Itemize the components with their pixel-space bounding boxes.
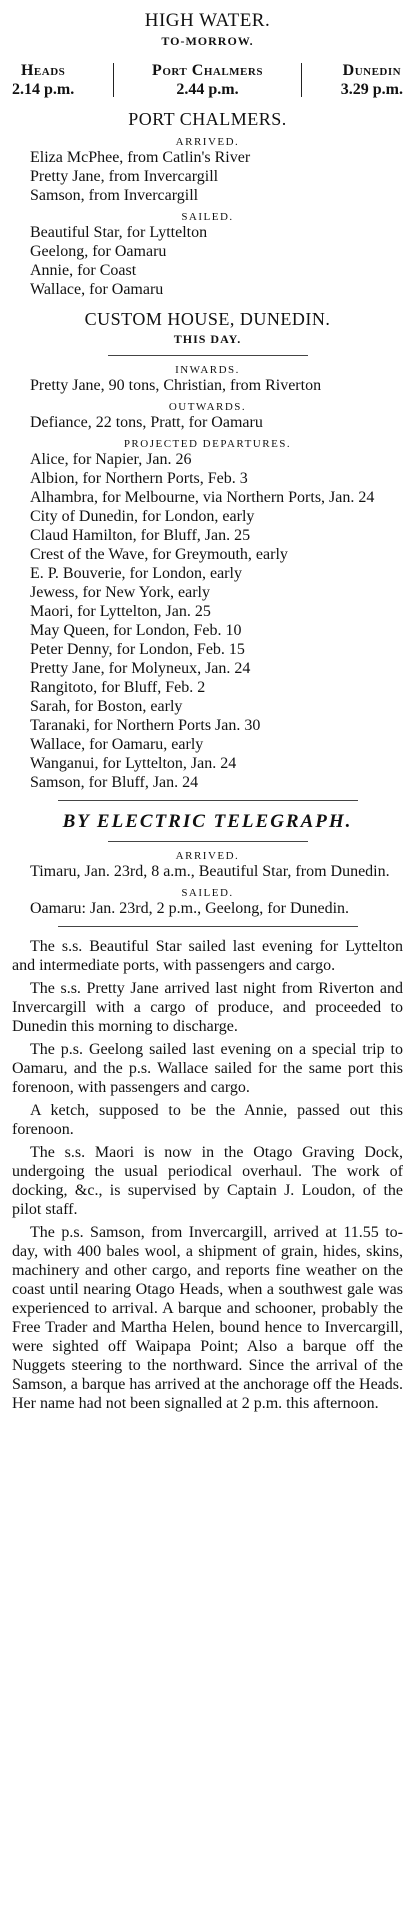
list-item: Pretty Jane, for Molyneux, Jan. 24 — [30, 660, 251, 677]
sailed-heading: SAILED. — [181, 211, 234, 223]
tide-time: 2.14 p.m. — [12, 81, 75, 98]
divider — [58, 800, 358, 801]
tide-cell-dunedin — [341, 61, 403, 99]
divider — [108, 355, 308, 356]
news-paragraph: The s.s. Pretty Jane arrived last night from Riverton and Invercargill with a cargo of produce, and proceeded to Dunedin this morning to discharge. — [12, 980, 403, 1035]
news-paragraph: A ketch, supposed to be the Annie, passed out this forenoon. — [12, 1102, 403, 1138]
list-item: Jewess, for New York, early — [30, 584, 210, 601]
list-item: Alhambra, for Melbourne, via Northern Ports, Jan. 24 — [30, 489, 375, 506]
list-item: Peter Denny, for London, Feb. 15 — [30, 641, 245, 658]
tide-time: 2.44 p.m. — [176, 81, 239, 98]
tide-place: Heads — [20, 62, 66, 79]
telegraph-arrived-entry: Timaru, Jan. 23rd, 8 a.m., Beautiful Star, from Dunedin. — [30, 863, 390, 880]
list-item: Maori, for Lyttelton, Jan. 25 — [30, 603, 211, 620]
news-paragraph: The p.s. Samson, from Invercargill, arrived at 11.55 to-day, with 400 bales wool, a shipment of grain, hides, skins, machinery and other cargo, and reports fine weather on the coast until nearing Otago Heads, when a southwest gale was experienced to arrival. A barque and schooner, probably the Free Trader and Martha Helen, bound hence to Invercargill, were sighted off Waipapa Point; Also a barque off the Nuggets steering to the northward. Since the arrival of the Samson, a barque has arrived at the anchorage off the Heads. Her name had not been signalled at 2 p.m. this afternoon. — [12, 1224, 403, 1412]
list-item: Beautiful Star, for Lyttelton — [30, 224, 208, 241]
list-item: E. P. Bouverie, for London, early — [30, 565, 242, 582]
custom-house-title: CUSTOM HOUSE, DUNEDIN. — [84, 309, 331, 329]
list-item: Crest of the Wave, for Greymouth, early — [30, 546, 288, 563]
list-item: Wanganui, for Lyttelton, Jan. 24 — [30, 755, 237, 772]
list-item: Alice, for Napier, Jan. 26 — [30, 451, 192, 468]
tide-divider — [301, 63, 302, 97]
telegraph-sailed-heading: SAILED. — [181, 887, 234, 899]
divider — [108, 841, 308, 842]
list-item: Rangitoto, for Bluff, Feb. 2 — [30, 679, 206, 696]
tide-place: Port Chalmers — [152, 62, 263, 79]
tide-table — [12, 61, 403, 99]
list-item: Albion, for Northern Ports, Feb. 3 — [30, 470, 248, 487]
custom-house-subtitle: THIS DAY. — [173, 332, 242, 346]
arrived-heading: ARRIVED. — [175, 136, 240, 148]
list-item: Samson, for Bluff, Jan. 24 — [30, 774, 199, 791]
high-water-subtitle: TO-MORROW. — [161, 34, 254, 48]
tide-place: Dunedin — [342, 62, 402, 79]
telegraph-title: BY ELECTRIC TELEGRAPH. — [62, 811, 353, 832]
tide-divider — [113, 63, 114, 97]
list-item: Claud Hamilton, for Bluff, Jan. 25 — [30, 527, 251, 544]
list-item: Wallace, for Oamaru — [30, 281, 164, 298]
port-chalmers-title: PORT CHALMERS. — [128, 109, 287, 129]
tide-cell-heads — [12, 61, 74, 99]
list-item: Annie, for Coast — [30, 262, 137, 279]
list-item: Samson, from Invercargill — [30, 187, 199, 204]
outwards-entry: Defiance, 22 tons, Pratt, for Oamaru — [30, 414, 263, 431]
list-item: Wallace, for Oamaru, early — [30, 736, 204, 753]
high-water-title: HIGH WATER. — [144, 10, 271, 31]
outwards-heading: OUTWARDS. — [168, 401, 247, 413]
list-item: Eliza McPhee, from Catlin's River — [30, 149, 251, 166]
news-paragraph: The s.s. Beautiful Star sailed last evening for Lyttelton and intermediate ports, with passengers and cargo. — [12, 938, 403, 974]
list-item: Sarah, for Boston, early — [30, 698, 183, 715]
list-item: City of Dunedin, for London, early — [30, 508, 255, 525]
list-item: Taranaki, for Northern Ports Jan. 30 — [30, 717, 261, 734]
telegraph-sailed-entry: Oamaru: Jan. 23rd, 2 p.m., Geelong, for Dunedin. — [30, 900, 350, 917]
inwards-entry: Pretty Jane, 90 tons, Christian, from Riverton — [30, 377, 322, 394]
list-item: Pretty Jane, from Invercargill — [30, 168, 219, 185]
list-item: May Queen, for London, Feb. 10 — [30, 622, 242, 639]
tide-time: 3.29 p.m. — [340, 81, 403, 98]
departures-heading: PROJECTED DEPARTURES. — [123, 438, 292, 450]
news-paragraph: The s.s. Maori is now in the Otago Graving Dock, undergoing the usual periodical overhaul. The work of docking, &c., is supervised by Captain J. Loudon, of the pilot staff. — [12, 1144, 403, 1218]
inwards-heading: INWARDS. — [175, 364, 240, 376]
list-item: Geelong, for Oamaru — [30, 243, 167, 260]
divider — [58, 926, 358, 927]
news-paragraph: The p.s. Geelong sailed last evening on a special trip to Oamaru, and the p.s. Wallace sailed for the same port this forenoon, with passengers and cargo. — [12, 1041, 403, 1096]
telegraph-arrived-heading: ARRIVED. — [175, 850, 240, 862]
tide-cell-port-chalmers — [152, 61, 263, 99]
